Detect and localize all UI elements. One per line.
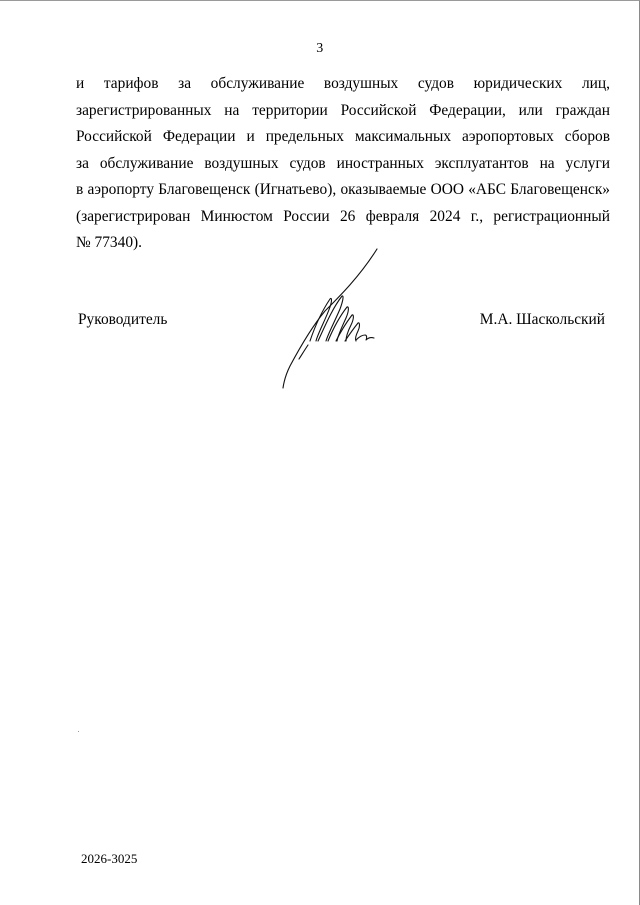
paragraph-line: (зарегистрирован Минюстом России 26 февраля 2024 г., регистрационный bbox=[76, 207, 610, 225]
handwritten-signature bbox=[270, 241, 390, 401]
paragraph-line: Российской Федерации и предельных максимальных аэропортовых сборов bbox=[76, 128, 610, 145]
body-paragraph bbox=[76, 71, 610, 257]
document-code: 2026-3025 bbox=[81, 851, 138, 866]
paragraph-line: и тарифов за обслуживание воздушных судов юридических лиц, bbox=[76, 75, 610, 92]
paragraph-line: № 77340). bbox=[76, 234, 142, 251]
signatory-name: М.А. Шаскольский bbox=[479, 311, 605, 328]
paragraph-line: зарегистрированных на территории Российской Федерации, или граждан bbox=[76, 101, 610, 119]
paragraph-line: в аэропорту Благовещенск (Игнатьево), оказываемые ООО «АБС Благовещенск» bbox=[76, 181, 610, 198]
page-number: 3 bbox=[316, 41, 324, 56]
signatory-role: Руководитель bbox=[78, 311, 168, 328]
paragraph-line: за обслуживание воздушных судов иностранных эксплуатантов на услуги bbox=[76, 154, 610, 172]
scan-speck bbox=[78, 731, 79, 732]
